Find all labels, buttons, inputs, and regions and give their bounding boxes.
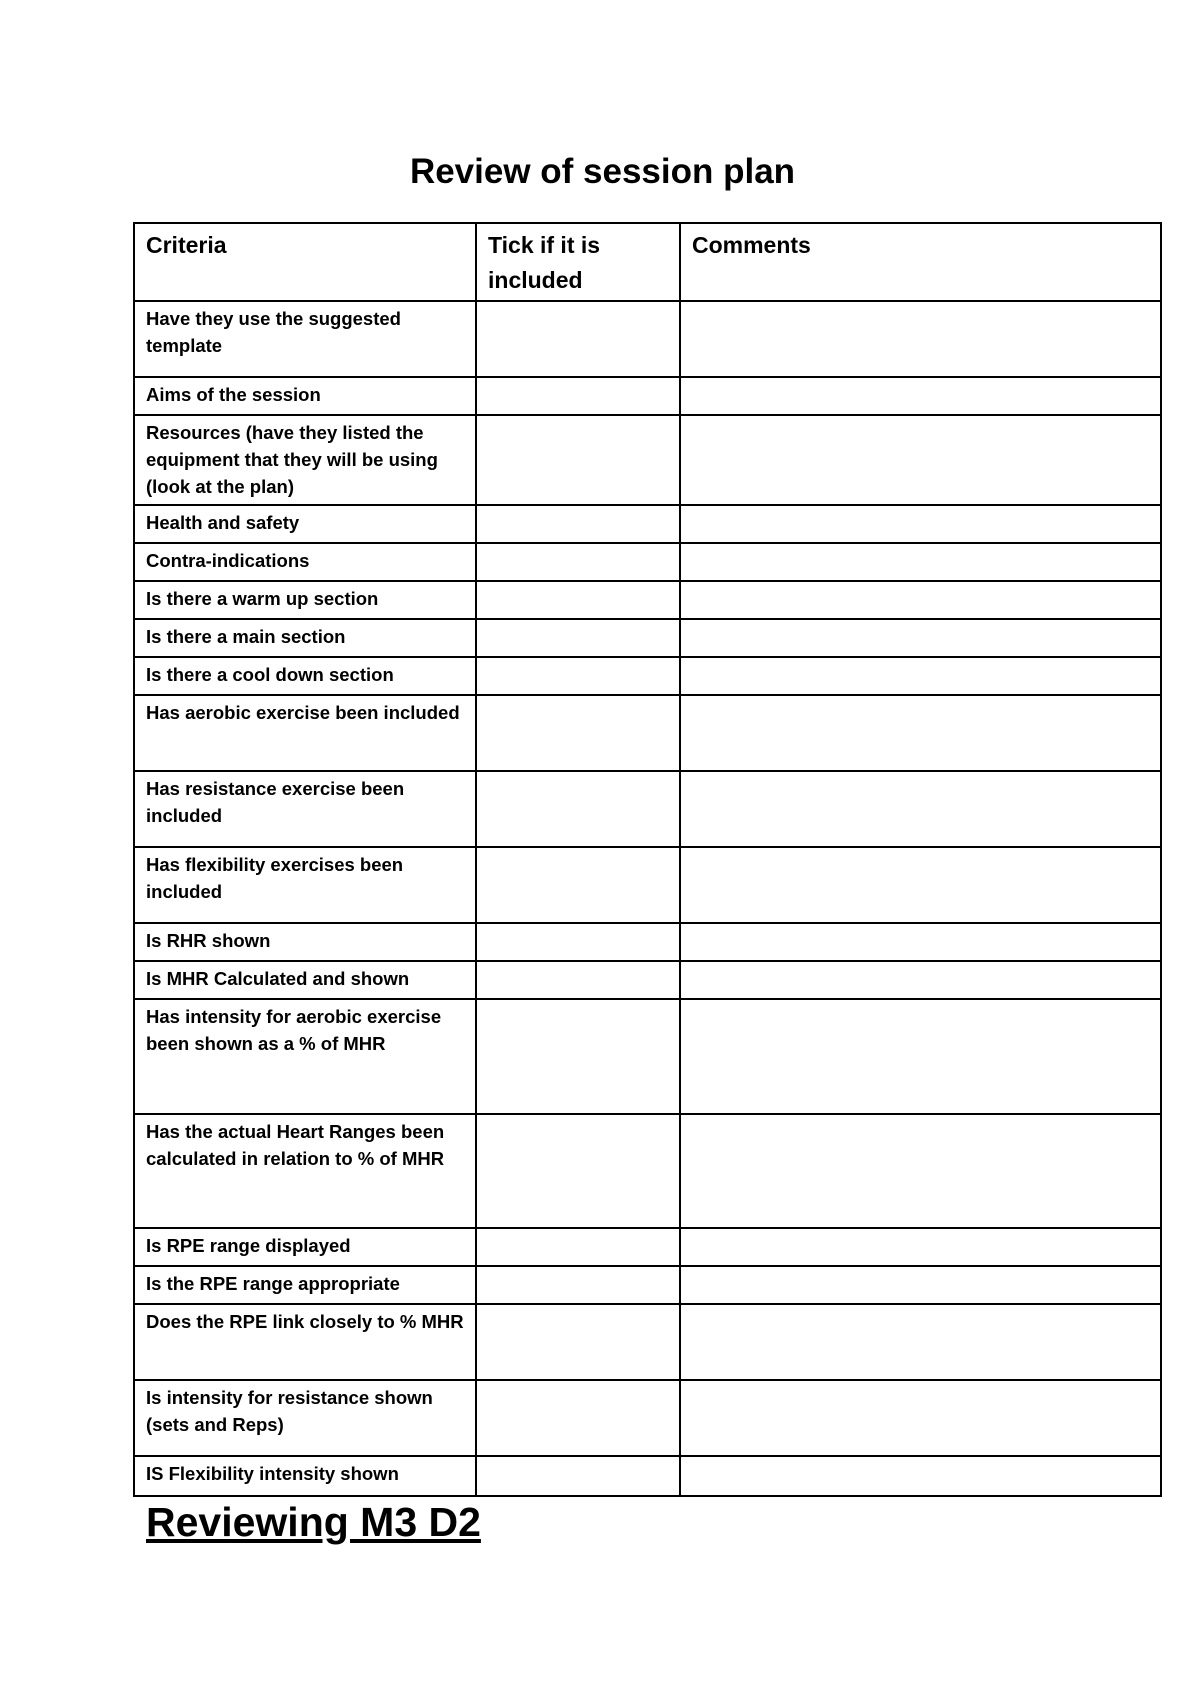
comments-cell[interactable]: [680, 657, 1161, 695]
table-row: [134, 771, 1161, 847]
table-row: [134, 619, 1161, 657]
comments-cell[interactable]: [680, 999, 1161, 1114]
footer-heading: Reviewing M3 D2: [146, 1499, 481, 1545]
tick-cell[interactable]: [476, 377, 680, 415]
table-row: [134, 1456, 1161, 1496]
table-row: [134, 657, 1161, 695]
comments-cell[interactable]: [680, 415, 1161, 505]
tick-cell[interactable]: [476, 1228, 680, 1266]
table-row: [134, 1266, 1161, 1304]
table-row: [134, 581, 1161, 619]
table-row: [134, 1114, 1161, 1228]
comments-cell[interactable]: [680, 1456, 1161, 1496]
tick-cell[interactable]: [476, 999, 680, 1114]
comments-cell[interactable]: [680, 619, 1161, 657]
comments-cell[interactable]: [680, 581, 1161, 619]
tick-cell[interactable]: [476, 1114, 680, 1228]
table-row: [134, 415, 1161, 505]
comments-cell[interactable]: [680, 1228, 1161, 1266]
tick-cell[interactable]: [476, 581, 680, 619]
comments-cell[interactable]: [680, 301, 1161, 377]
comments-cell[interactable]: [680, 1114, 1161, 1228]
comments-cell[interactable]: [680, 847, 1161, 923]
comments-cell[interactable]: [680, 961, 1161, 999]
tick-cell[interactable]: [476, 923, 680, 961]
table-row: [134, 1304, 1161, 1380]
page-title: Review of session plan: [409, 152, 796, 191]
criteria-cell: Does the RPE link closely to % MHR: [134, 1304, 476, 1380]
table-row: [134, 1380, 1161, 1456]
comments-cell[interactable]: [680, 1304, 1161, 1380]
criteria-cell: Is MHR Calculated and shown: [134, 961, 476, 999]
table-row: [134, 961, 1161, 999]
table-row: [134, 923, 1161, 961]
criteria-cell: Health and safety: [134, 505, 476, 543]
tick-cell[interactable]: [476, 505, 680, 543]
tick-cell[interactable]: [476, 543, 680, 581]
table-row: [134, 695, 1161, 771]
table-row: [134, 505, 1161, 543]
comments-cell[interactable]: [680, 771, 1161, 847]
comments-cell[interactable]: [680, 505, 1161, 543]
criteria-cell: Resources (have they listed the equipment that they will be using (look at the plan): [134, 415, 476, 505]
criteria-cell: Is there a cool down section: [134, 657, 476, 695]
criteria-cell: Contra-indications: [134, 543, 476, 581]
tick-cell[interactable]: [476, 1266, 680, 1304]
criteria-cell: Is RHR shown: [134, 923, 476, 961]
criteria-cell: Is there a main section: [134, 619, 476, 657]
table-row: [134, 543, 1161, 581]
criteria-cell: IS Flexibility intensity shown: [134, 1456, 476, 1496]
criteria-cell: Has intensity for aerobic exercise been shown as a % of MHR: [134, 999, 476, 1114]
comments-cell[interactable]: [680, 377, 1161, 415]
tick-header: Tick if it is included: [476, 223, 680, 301]
comments-cell[interactable]: [680, 695, 1161, 771]
criteria-cell: Is intensity for resistance shown (sets and Reps): [134, 1380, 476, 1456]
tick-cell[interactable]: [476, 847, 680, 923]
tick-cell[interactable]: [476, 415, 680, 505]
criteria-cell: Is RPE range displayed: [134, 1228, 476, 1266]
table-row: [134, 847, 1161, 923]
tick-cell[interactable]: [476, 619, 680, 657]
tick-cell[interactable]: [476, 771, 680, 847]
table-row: [134, 1228, 1161, 1266]
tick-cell[interactable]: [476, 1456, 680, 1496]
criteria-header: Criteria: [134, 223, 476, 301]
table-header-row: [134, 223, 1161, 301]
tick-cell[interactable]: [476, 657, 680, 695]
criteria-cell: Has flexibility exercises been included: [134, 847, 476, 923]
criteria-cell: Is there a warm up section: [134, 581, 476, 619]
criteria-cell: Is the RPE range appropriate: [134, 1266, 476, 1304]
comments-header: Comments: [680, 223, 1161, 301]
comments-cell[interactable]: [680, 1266, 1161, 1304]
criteria-cell: Have they use the suggested template: [134, 301, 476, 377]
comments-cell[interactable]: [680, 543, 1161, 581]
criteria-cell: Has resistance exercise been included: [134, 771, 476, 847]
table-row: [134, 999, 1161, 1114]
criteria-cell: Has aerobic exercise been included: [134, 695, 476, 771]
criteria-cell: Has the actual Heart Ranges been calculated in relation to % of MHR: [134, 1114, 476, 1228]
tick-cell[interactable]: [476, 695, 680, 771]
tick-cell[interactable]: [476, 961, 680, 999]
comments-cell[interactable]: [680, 923, 1161, 961]
tick-cell[interactable]: [476, 301, 680, 377]
criteria-cell: Aims of the session: [134, 377, 476, 415]
table-row: [134, 377, 1161, 415]
tick-cell[interactable]: [476, 1380, 680, 1456]
comments-cell[interactable]: [680, 1380, 1161, 1456]
review-table: [133, 222, 1162, 1497]
tick-cell[interactable]: [476, 1304, 680, 1380]
table-row: [134, 301, 1161, 377]
